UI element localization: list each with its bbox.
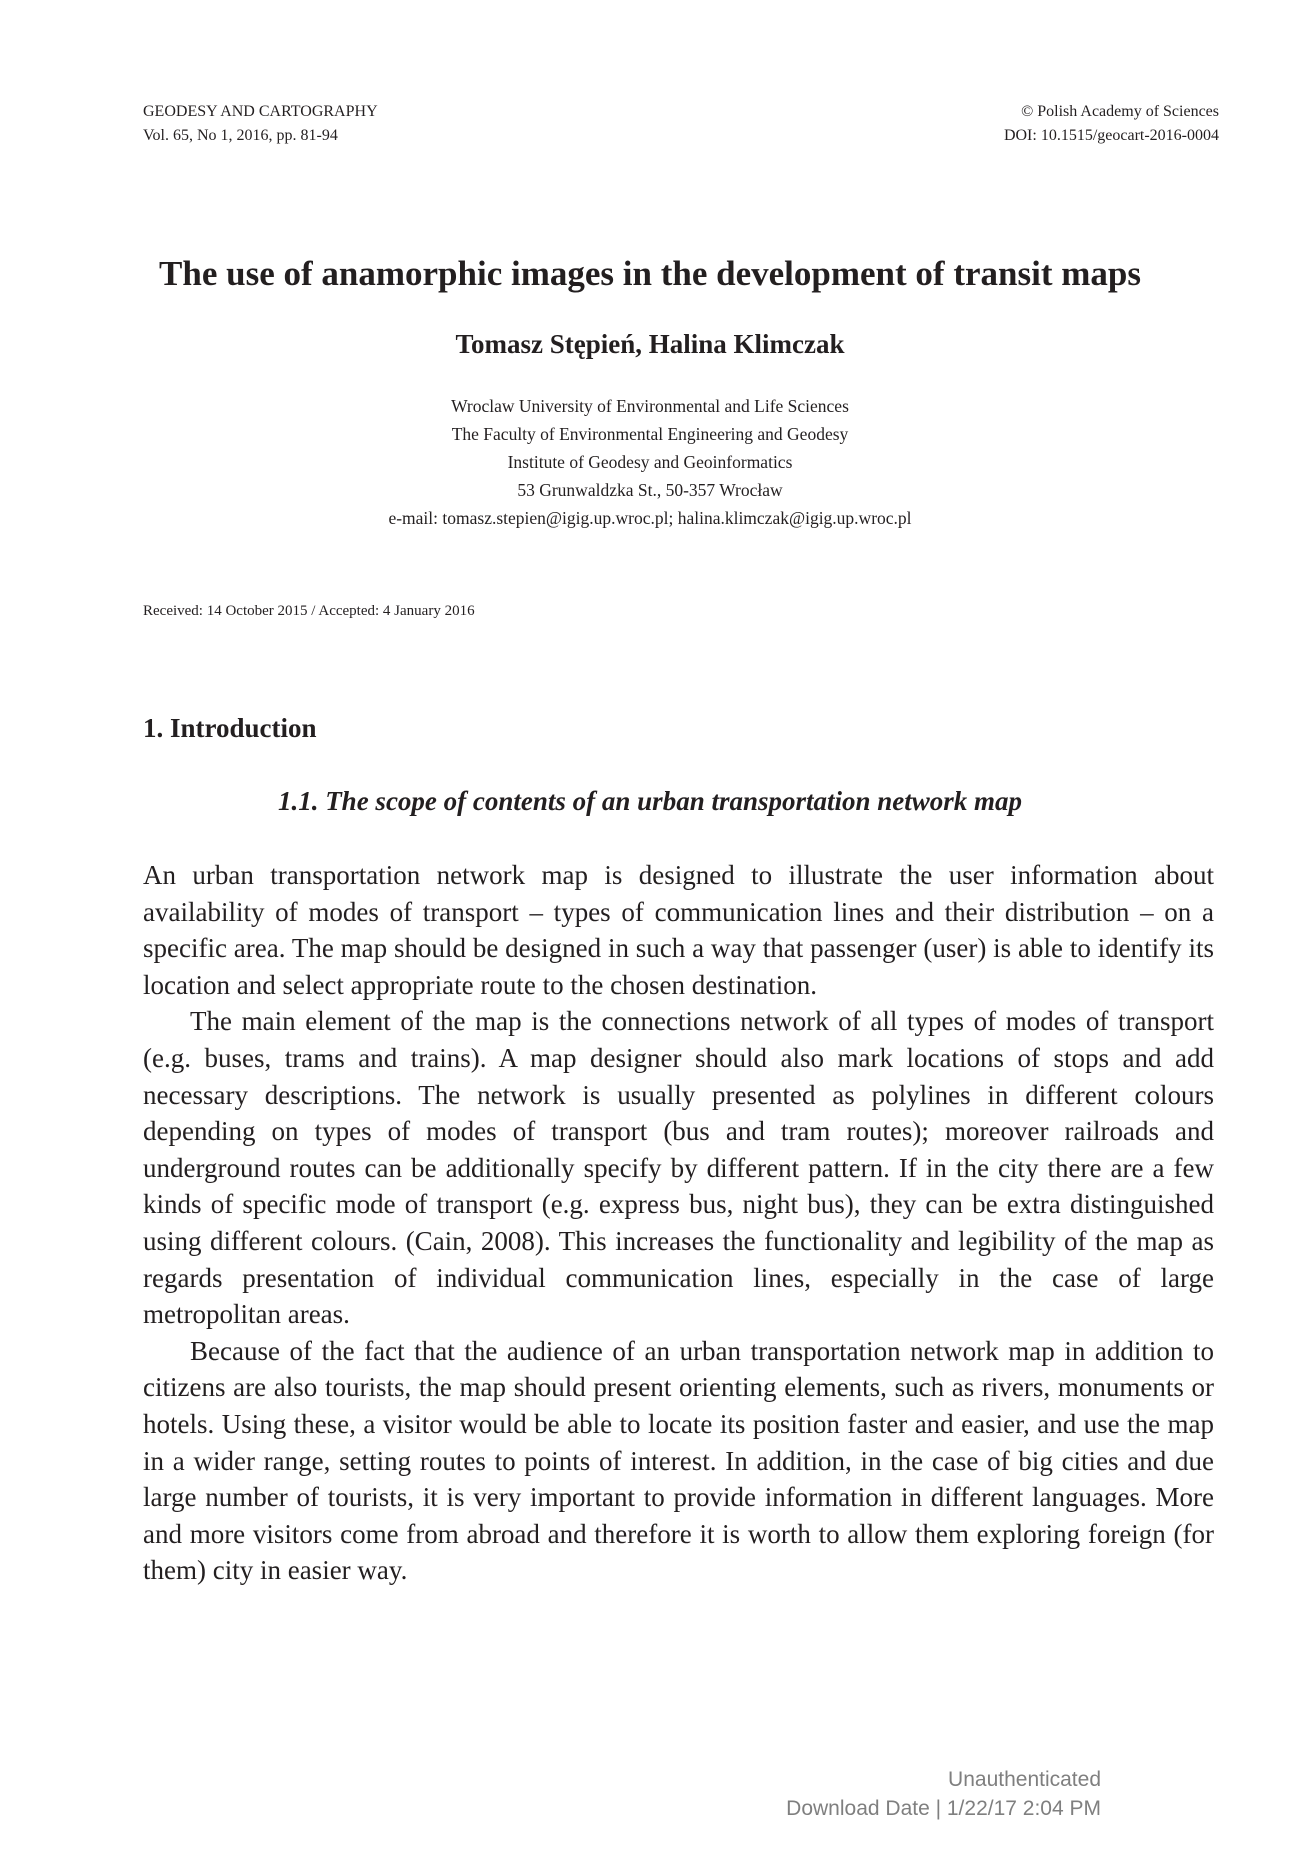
author-affiliation <box>0 392 1300 532</box>
publisher-header <box>1004 100 1219 148</box>
journal-header <box>143 100 378 148</box>
doi-link[interactable]: DOI: 10.1515/geocart-2016-0004 <box>1003 127 1219 144</box>
paragraph: The main element of the map is the connections network of all types of modes of transport (e.g. buses, trams and trains). A map designer should also mark locations of stops and add necessary descriptions. The network is usually presented as polylines in different colours depending on types of modes of transport (bus and tram routes); moreover railroads and underground routes can be additionally specify by different pattern. If in the city there are a few kinds of specific mode of transport (e.g. express bus, night bus), they can be extra distinguished using different colours. (Cain, 2008). This increases the functionality and legibility of the map as regards presentation of individual communication lines, especially in the case of large metropolitan areas. <box>143 1006 1214 1330</box>
journal-name: GEODESY AND CARTOGRAPHY <box>143 103 378 120</box>
affiliation-university: Wroclaw University of Environmental and Life Sciences <box>451 396 849 416</box>
copyright-notice: © Polish Academy of Sciences <box>1021 103 1219 120</box>
paper-authors: Tomasz Stępień, Halina Klimczak <box>455 329 845 359</box>
paragraph: Because of the fact that the audience of an urban transportation network map in addition to citizens are also tourists, the map should present orienting elements, such as rivers, monuments or hotels. Using these, a visitor would be able to locate its position faster and easier, and use the map in a wider range, setting routes to points of interest. In addition, in the case of big cities and due large number of tourists, it is very important to provide information in different languages. More and more visitors come from abroad and therefore it is worth to allow them exploring foreign (for them) city in easier way. <box>143 1335 1214 1586</box>
journal-volume: Vol. 65, No 1, 2016, pp. 81-94 <box>143 127 338 144</box>
section-heading: 1. Introduction <box>143 713 317 743</box>
paper-title: The use of anamorphic images in the development of transit maps <box>159 254 1141 293</box>
download-date: Download Date | 1/22/17 2:04 PM <box>786 1797 1101 1820</box>
paragraph: An urban transportation network map is designed to illustrate the user information about availability of modes of transport – types of communication lines and their distribution – on a specific area. The map should be designed in such a way that passenger (user) is able to identify its location and select appropriate route to the chosen destination. <box>143 860 1214 1000</box>
subsection-heading: 1.1. The scope of contents of an urban transportation network map <box>277 786 1023 816</box>
affiliation-email[interactable]: e-mail: tomasz.stepien@igig.up.wroc.pl; halina.klimczak@igig.up.wroc.pl <box>388 508 912 528</box>
affiliation-faculty: The Faculty of Environmental Engineering and Geodesy <box>451 424 849 444</box>
affiliation-address: 53 Grunwaldzka St., 50-357 Wrocław <box>517 480 783 500</box>
auth-status: Unauthenticated <box>948 1768 1101 1791</box>
body-text <box>143 857 1214 1589</box>
download-watermark <box>786 1765 1101 1823</box>
received-accepted-dates: Received: 14 October 2015 / Accepted: 4 January 2016 <box>143 603 475 619</box>
affiliation-institute: Institute of Geodesy and Geoinformatics <box>507 452 793 472</box>
